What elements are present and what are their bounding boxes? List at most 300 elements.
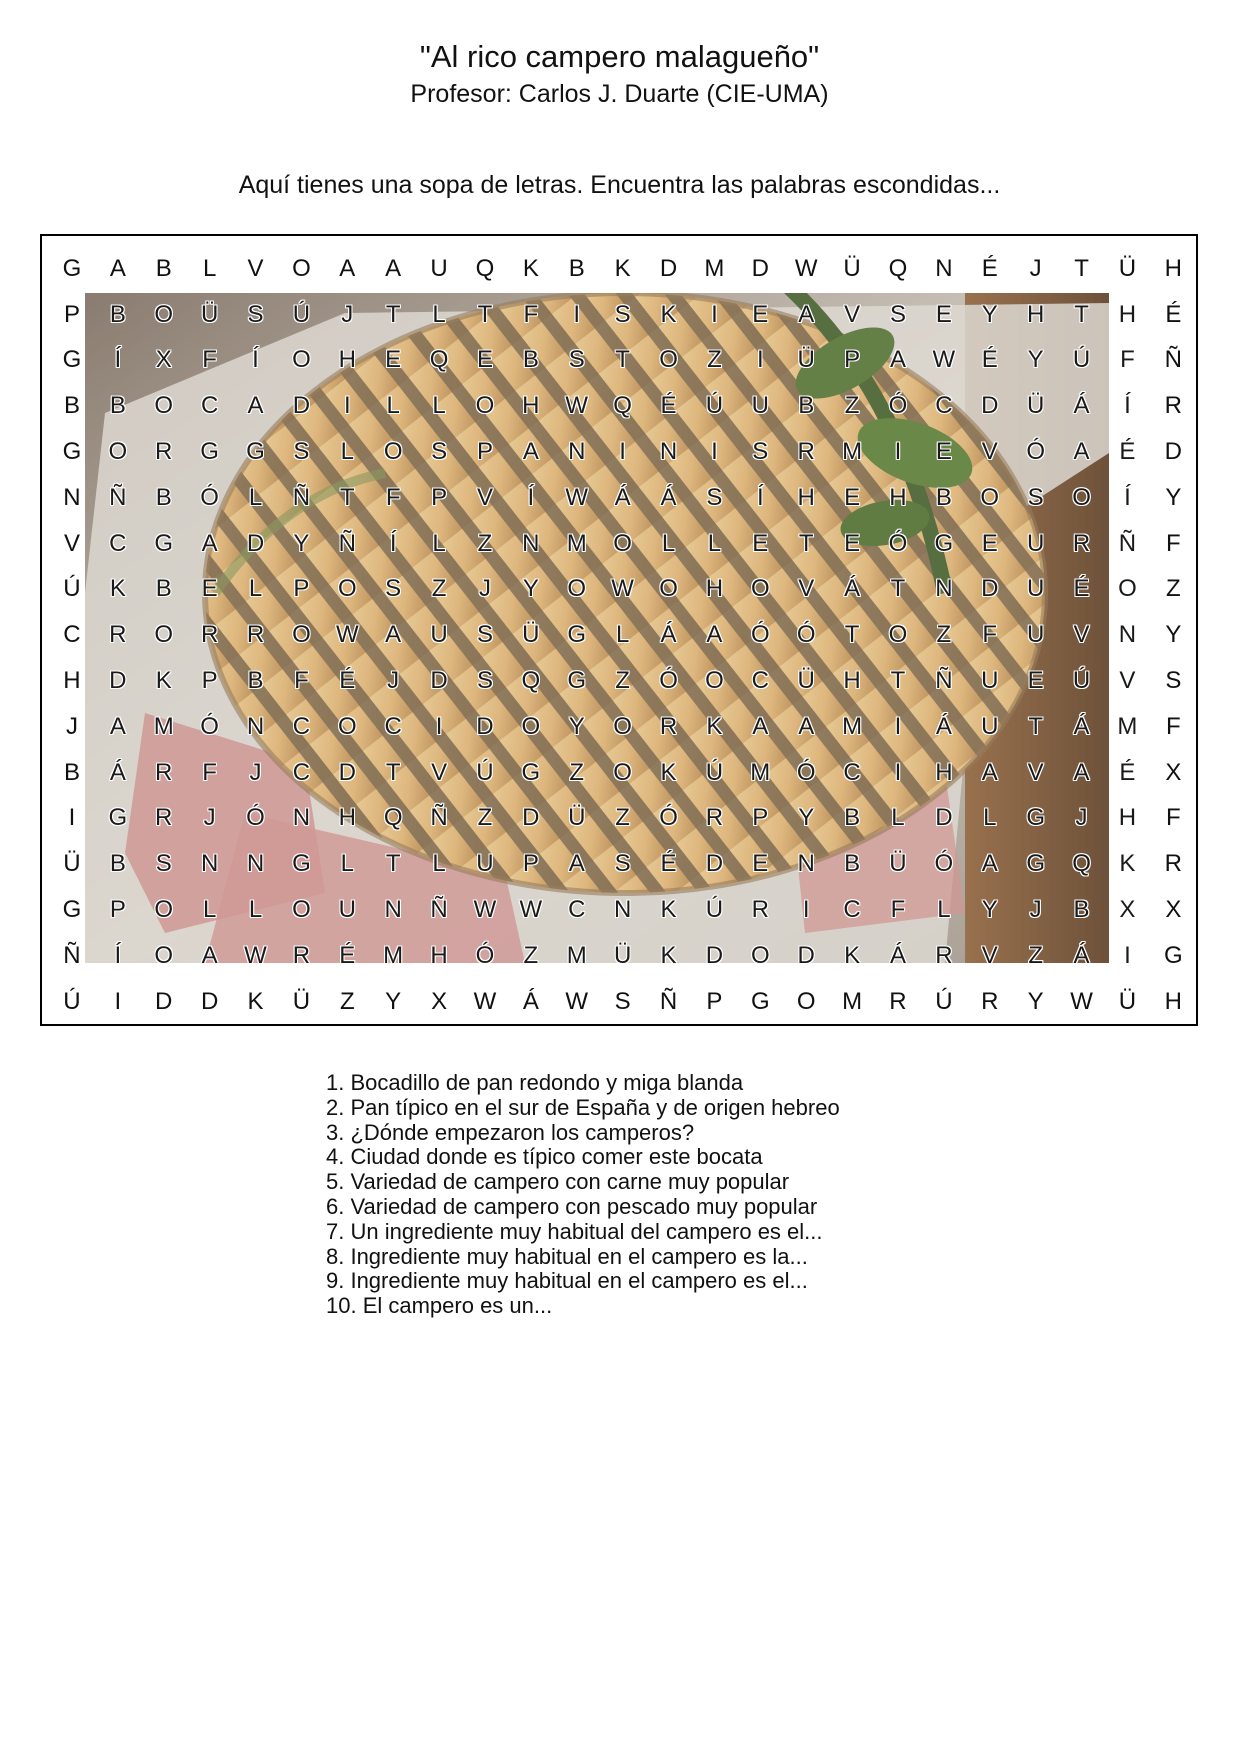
grid-letter: Ó [888,529,908,557]
grid-letter: M [842,712,863,740]
grid-letter: O [567,575,587,603]
grid-letter: N [568,438,586,466]
grid-letter: F [1165,804,1181,832]
grid-letter: G [521,758,541,786]
grid-letter: I [343,392,351,420]
grid-letter: Á [660,483,677,511]
grid-letter: W [794,254,818,282]
grid-letter: G [292,850,311,878]
grid-letter: O [337,712,357,740]
grid-letter: H [1118,804,1137,832]
grid-letter: U [981,667,999,695]
grid-letter: Ü [797,346,815,374]
grid-letter: G [1026,850,1045,878]
grid-letter: M [566,941,587,969]
grid-letter: U [751,392,769,420]
grid-letter: F [523,300,539,328]
grid-letter: R [155,758,173,786]
grid-letter: B [844,850,861,878]
grid-letter: J [1029,254,1042,282]
grid-letter: O [1072,483,1091,511]
grid-letter: Ú [935,987,953,1015]
grid-letter: Ñ [659,987,678,1015]
grid-letter: C [843,896,861,924]
grid-letter: S [1165,667,1182,695]
grid-letter: Ü [1118,254,1137,282]
grid-letter: B [844,804,861,832]
grid-letter: H [430,941,448,969]
grid-letter: Á [1073,712,1090,740]
grid-letter: G [750,987,770,1015]
grid-letter: H [1026,300,1045,328]
grid-letter: Í [1124,392,1131,420]
grid-letter: G [108,804,128,832]
grid-letter: S [706,483,723,511]
grid-letter: Í [527,483,535,511]
grid-letter: A [798,300,815,328]
grid-letter: U [338,896,356,924]
grid-letter: O [292,621,311,649]
grid-letter: F [890,896,906,924]
grid-letter: N [659,438,678,466]
grid-letter: V [63,529,80,557]
grid-letter: Ó [750,621,770,649]
grid-letter: Ú [292,300,311,328]
grid-letter: P [109,896,126,924]
grid-letter: B [568,254,585,282]
grid-letter: W [565,392,589,420]
grid-letter: V [844,300,861,328]
grid-letter: T [890,667,906,695]
grid-letter: M [842,987,863,1015]
grid-letter: L [937,896,951,924]
grid-letter: I [619,438,626,466]
grid-letter: M [842,438,863,466]
grid-letter: I [435,712,443,740]
grid-letter: F [1165,529,1181,557]
grid-letter: J [341,300,354,328]
grid-letter: I [894,438,902,466]
grid-letter: A [981,850,998,878]
grid-letter: O [705,667,724,695]
grid-letter: N [1118,621,1137,649]
grid-letter: K [660,300,677,328]
grid-letter: D [981,575,999,603]
grid-letter: Á [522,987,539,1015]
grid-letter: W [565,483,589,511]
grid-letter: É [339,941,356,969]
grid-letter: L [340,850,354,878]
grid-letter: Ú [705,758,724,786]
grid-letter: P [706,987,723,1015]
grid-letter: Q [429,346,449,374]
grid-letter: T [844,621,860,649]
grid-letter: V [247,254,264,282]
grid-letter: A [981,758,998,786]
grid-letter: R [935,941,953,969]
grid-letter: N [384,896,402,924]
grid-letter: A [109,712,126,740]
grid-letter: N [246,850,265,878]
grid-letter: B [109,392,126,420]
grid-letter: L [615,621,630,649]
grid-letter: I [573,300,581,328]
grid-letter: Ñ [1118,529,1137,557]
grid-letter: O [154,896,174,924]
clue-item: 7. Un ingrediente muy habitual del campero es el... [326,1218,823,1244]
grid-letter: G [1026,804,1045,832]
grid-letter: R [155,438,173,466]
grid-letter: S [889,300,906,328]
grid-letter: Ü [843,254,861,282]
grid-letter: X [1119,896,1136,924]
grid-letter: V [981,941,998,969]
grid-letter: Ñ [109,483,127,511]
grid-letter: N [200,850,219,878]
grid-letter: P [844,346,861,374]
grid-letter: N [935,254,953,282]
grid-letter: L [707,529,722,557]
grid-letter: Í [756,483,764,511]
grid-letter: A [798,712,815,740]
grid-letter: S [155,850,172,878]
grid-letter: Ú [705,896,724,924]
grid-letter: Ó [934,850,954,878]
grid-letter: O [613,529,632,557]
wordsearch-board [40,234,1198,1026]
grid-letter: F [202,346,217,374]
page-subtitle: Profesor: Carlos J. Duarte (CIE-UMA) [410,80,829,108]
grid-letter: E [476,346,493,374]
grid-letter: T [339,483,355,511]
grid-letter: M [704,254,725,282]
grid-letter: Q [888,254,908,282]
grid-letter: H [338,804,356,832]
grid-letter: M [153,712,174,740]
grid-letter: T [798,529,814,557]
grid-letter: S [293,438,310,466]
grid-letter: Ó [659,804,678,832]
grid-letter: T [890,575,906,603]
grid-letter: N [63,483,81,511]
grid-letter: F [202,758,217,786]
grid-letter: G [567,667,587,695]
grid-letter: Y [293,529,310,557]
grid-letter: R [109,621,127,649]
grid-letter: B [63,758,80,786]
grid-letter: A [109,254,126,282]
grid-letter: T [615,346,630,374]
grid-letter: L [432,850,446,878]
grid-letter: J [1029,896,1042,924]
grid-letter: T [1074,300,1089,328]
grid-letter: E [844,483,861,511]
grid-letter: O [154,300,174,328]
clue-item: 6. Variedad de campero con pescado muy popular [326,1193,818,1219]
grid-letter: L [891,804,905,832]
grid-letter: O [750,941,770,969]
grid-letter: I [711,300,718,328]
grid-letter: I [114,987,122,1015]
grid-letter: O [475,392,495,420]
grid-letter: Z [431,575,447,603]
grid-letter: O [750,575,770,603]
grid-letter: G [62,254,82,282]
grid-letter: R [1072,529,1091,557]
grid-letter: S [247,300,264,328]
grid-letter: A [889,346,906,374]
grid-letter: É [1119,438,1136,466]
grid-letter: S [752,438,769,466]
grid-letter: É [660,850,677,878]
grid-letter: K [844,941,861,969]
grid-letter: O [888,621,908,649]
grid-letter: L [386,392,400,420]
grid-letter: C [843,758,861,786]
grid-letter: L [432,392,446,420]
grid-letter: Ó [659,667,678,695]
grid-letter: U [1026,529,1045,557]
grid-letter: Z [477,529,493,557]
grid-letter: J [249,758,262,786]
grid-letter: U [430,254,448,282]
grid-letter: D [109,667,127,695]
grid-letter: Ú [476,758,494,786]
grid-letter: C [292,758,311,786]
grid-letter: Ó [1026,438,1045,466]
grid-letter: D [659,254,678,282]
grid-letter: Á [660,621,677,649]
grid-letter: L [340,438,354,466]
grid-letter: C [292,712,311,740]
grid-letter: R [200,621,219,649]
grid-letter: Ó [888,392,908,420]
grid-letter: H [1164,254,1182,282]
grid-letter: D [751,254,769,282]
grid-letter: Í [1124,483,1131,511]
grid-letter: O [383,438,403,466]
grid-letter: Ó [200,483,219,511]
grid-letter: W [335,621,359,649]
clue-item: 4. Ciudad donde es típico comer este bocata [326,1144,763,1170]
grid-letter: W [473,896,497,924]
grid-letter: O [108,438,128,466]
grid-letter: H [843,667,861,695]
grid-letter: É [981,254,998,282]
clue-item: 5. Variedad de campero con carne muy popular [326,1169,790,1195]
grid-letter: F [1120,346,1135,374]
grid-letter: Y [798,804,815,832]
grid-letter: H [889,483,907,511]
grid-letter: Y [1027,987,1044,1015]
grid-letter: Z [523,941,539,969]
grid-letter: I [894,712,902,740]
grid-letter: D [1164,438,1182,466]
grid-letter: G [246,438,265,466]
grid-letter: F [982,621,998,649]
grid-letter: L [661,529,676,557]
grid-letter: K [614,254,631,282]
grid-letter: I [894,758,902,786]
grid-letter: S [385,575,402,603]
grid-letter: A [339,254,356,282]
grid-letter: Ü [292,987,311,1015]
grid-letter: S [476,621,493,649]
grid-letter: I [68,804,76,832]
grid-letter: L [983,804,997,832]
grid-letter: T [1074,254,1089,282]
grid-letter: Ó [796,621,816,649]
clue-item: 10. El campero es un... [326,1293,553,1319]
grid-letter: Ü [522,621,540,649]
grid-letter: S [614,987,631,1015]
grid-letter: R [155,804,173,832]
grid-letter: Ü [1118,987,1137,1015]
grid-letter: Y [522,575,539,603]
grid-letter: W [244,941,267,969]
grid-letter: B [247,667,264,695]
grid-letter: Z [569,758,585,786]
grid-letter: O [659,346,678,374]
grid-letter: W [519,896,543,924]
grid-letter: Y [1165,483,1182,511]
grid-letter: É [1165,300,1182,328]
grid-letter: Ü [63,850,81,878]
grid-letter: Ú [1072,346,1091,374]
grid-letter: U [981,712,999,740]
grid-letter: T [477,300,493,328]
grid-letter: V [1073,621,1090,649]
grid-letter: A [706,621,723,649]
grid-letter: O [154,621,174,649]
grid-letter: R [659,712,678,740]
grid-letter: E [752,300,769,328]
grid-letter: S [431,438,448,466]
grid-letter: L [248,483,263,511]
grid-letter: K [155,667,172,695]
grid-letter: P [522,850,539,878]
grid-letter: O [154,392,174,420]
grid-letter: O [337,575,357,603]
clue-item: 2. Pan típico en el sur de España y de origen hebreo [326,1094,840,1120]
grid-letter: L [432,529,446,557]
grid-letter: P [476,438,493,466]
grid-letter: A [385,254,402,282]
grid-letter: Á [844,575,861,603]
grid-letter: V [798,575,815,603]
grid-letter: É [1119,758,1136,786]
grid-letter: L [202,254,217,282]
grid-letter: S [614,300,631,328]
grid-letter: J [203,804,216,832]
grid-letter: I [802,896,810,924]
grid-letter: Ü [1026,392,1045,420]
grid-letter: C [751,667,769,695]
grid-letter: W [932,346,956,374]
grid-letter: O [521,712,541,740]
grid-letter: A [752,712,769,740]
grid-letter: Q [475,254,495,282]
grid-letter: V [476,483,493,511]
grid-letter: Ü [568,804,586,832]
grid-letter: N [292,804,311,832]
grid-letter: F [1165,712,1181,740]
grid-letter: Y [385,987,402,1015]
grid-letter: J [478,575,491,603]
grid-letter: Ú [1072,667,1091,695]
grid-letter: Y [1027,346,1044,374]
clue-item: 8. Ingrediente muy habitual en el campero es la... [326,1243,808,1269]
grid-letter: Z [477,804,493,832]
grid-letter: Í [114,941,122,969]
clue-item: 9. Ingrediente muy habitual en el campero es el... [326,1268,808,1294]
grid-letter: D [935,804,953,832]
grid-letter: B [1073,896,1090,924]
grid-letter: O [613,712,632,740]
grid-letter: L [432,300,446,328]
grid-letter: D [797,941,815,969]
grid-letter: O [292,346,311,374]
grid-letter: Ñ [63,941,81,969]
grid-letter: A [247,392,264,420]
grid-letter: P [431,483,448,511]
grid-letter: M [383,941,404,969]
grid-letter: S [568,346,585,374]
grid-letter: Ñ [292,483,311,511]
grid-letter: W [473,987,497,1015]
grid-letter: O [796,987,816,1015]
grid-letter: K [247,987,264,1015]
grid-letter: B [155,575,172,603]
grid-letter: Ú [63,987,81,1015]
grid-letter: E [981,529,998,557]
grid-letter: A [201,529,218,557]
clue-list [326,1071,840,1319]
grid-letter: R [705,804,724,832]
page-title: "Al rico campero malagueño" [419,39,820,74]
grid-letter: T [385,850,401,878]
grid-letter: G [62,896,82,924]
grid-letter: K [522,254,539,282]
grid-letter: X [155,346,172,374]
grid-letter: R [1164,850,1182,878]
clue-item: 1. Bocadillo de pan redondo y miga blanda [326,1070,744,1095]
grid-letter: F [385,483,401,511]
grid-letter: M [1117,712,1138,740]
grid-letter: E [935,300,952,328]
grid-letter: O [292,254,311,282]
grid-letter: Ñ [430,804,448,832]
grid-letter: Z [707,346,722,374]
grid-letter: R [1164,392,1182,420]
grid-letter: Z [615,804,630,832]
grid-letter: O [154,941,174,969]
grid-letter: H [935,758,953,786]
grid-letter: P [63,300,80,328]
grid-letter: D [981,392,999,420]
grid-letter: Í [389,529,397,557]
grid-letter: D [705,941,724,969]
grid-letter: A [1073,438,1090,466]
grid-letter: H [522,392,540,420]
grid-letter: É [981,346,998,374]
grid-letter: R [889,987,907,1015]
grid-letter: Y [981,896,998,924]
letter-grid [49,246,1196,1025]
grid-letter: D [430,667,448,695]
grid-letter: B [935,483,952,511]
grid-letter: B [109,850,126,878]
